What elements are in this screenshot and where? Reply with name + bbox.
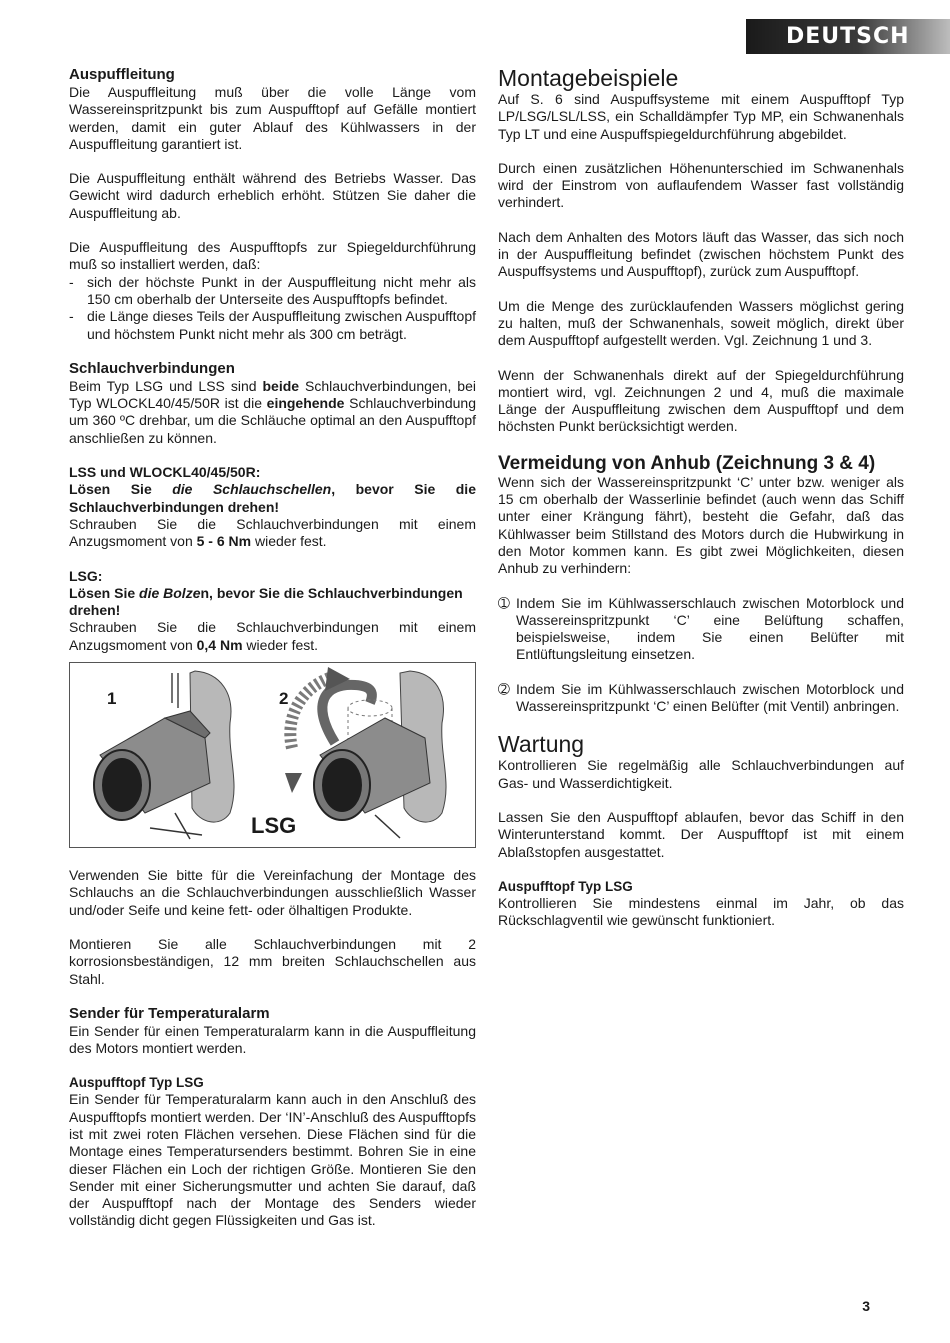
text-run: Schrauben Sie die Schlauchverbindungen mit einem Anzugsmoment von [69,515,476,550]
section-title-schlauchverbindungen: Schlauchverbindungen [69,359,235,377]
text-run-bold: beide [262,377,300,394]
text-run-bold: 0,4 Nm [196,636,243,653]
figure-label-lsg: LSG [251,813,297,839]
paragraph: Kontrollieren Sie regelmäßig alle Schlauchverbindungen auf Gas- und Wasserdichtigkeit. [498,757,904,791]
figure-number-2: 2 [279,689,289,709]
option-list [498,595,904,716]
text-run: , bevor Sie die Schlauchverbindungen drehen! [69,481,476,515]
lsg-rotation-figure [69,662,476,848]
subheading-auspufftopf-lsg: Auspufftopf Typ LSG [69,1075,204,1091]
left-column [69,66,476,1247]
text-run: Lösen Sie [69,481,173,498]
text-run: wieder fest. [242,636,319,653]
text-run-italic: die Bolze [139,584,201,601]
text-run: Beim Typ LSG und LSS sind [69,377,263,394]
paragraph: Wenn sich der Wassereinspritzpunkt ‘C’ unter bzw. weniger als 15 cm oberhalb der Wasserlinie befindet (auch wenn das Schiff unter einer Krängung fährt), besteht die Gefahr, daß das Kühlwasser beim Stillstand des Motors durch die Hubwirkung in den Motor kommen kann. Es gibt zwei Möglichkeiten, diesen Anhub zu verhindern: [498,473,904,577]
list-number: ➁ [498,680,510,697]
paragraph: Die Auspuffleitung enthält während des Betriebs Wasser. Das Gewicht wird dadurch erheblich erhöht. Stützen Sie daher die Auspuffleitung ab. [69,170,476,221]
warning-lsg [69,585,476,620]
paragraph: Nach dem Anhalten des Motors läuft das Wasser, das sich noch in der Auspuffleitung befindet (zwischen höchstem Punkt des Auspuffsystems und Auspufftopf), zurück zum Auspufftopf. [498,228,904,280]
paragraph: Verwenden Sie bitte für die Vereinfachung der Montage des Schlauchs an die Schlauchverbindungen ausschließlich Wasser und/oder Seife und keine fett- oder ölhaltigen Produkte. [69,867,476,918]
subheading-auspufftopf-lsg: Auspufftopf Typ LSG [498,878,633,894]
paragraph: Ein Sender für Temperaturalarm kann auch in den Anschluß des Auspufftopfs montiert werden. Der ‘IN’-Anschluß des Auspufftopfs ist mit zwei roten Flächen versehen. Diese Flächen sind für die Montage eines Temperatursenders bestimmt. Bohren Sie in eine dieser Flächen ein Loch der richtigen Größe. Montieren Sie den Sender mit einer Sicherungsmutter und achten Sie darauf, daß der Auspufftopf nach der Montage des Senders wieder vollständig dicht gegen Flüssigkeiten und Gas ist. [69,1091,476,1229]
paragraph [69,619,476,654]
list-number: ➀ [498,594,510,611]
text-run-bold: eingehende [266,395,345,412]
paragraph: Lassen Sie den Auspufftopf ablaufen, bevor das Schiff in den Winterunterstand kommt. Der Auspufftopf ist mit einem Ablaßstopfen ausgestattet. [498,808,904,860]
paragraph: Die Auspuffleitung des Auspufftopfs zur Spiegeldurchführung muß so installiert werden, daß: [69,239,476,273]
section-title-montagebeispiele: Montagebeispiele [498,65,679,91]
text-run: Schrauben Sie die Schlauchverbindungen mit einem Anzugsmoment von [69,619,476,653]
language-tab: DEUTSCH [746,19,950,54]
warning-lss [69,481,476,516]
text-run-bold: 5 - 6 Nm [196,533,252,550]
section-title-auspuffleitung: Auspuffleitung [69,66,175,83]
list-item [498,595,904,664]
text-run: Schlauchverbindungen, bei Typ WLOCKL40/45/50R ist die [69,377,476,412]
paragraph: Montieren Sie alle Schlauchverbindungen mit 2 korrosionsbeständigen, 12 mm breiten Schlauchschellen aus Stahl. [69,935,476,987]
section-title-sender: Sender für Temperaturalarm [69,1004,270,1022]
text-run-italic: die Schlauchschellen [172,481,332,498]
right-column [498,66,904,946]
text-run: wieder fest. [251,533,327,550]
paragraph: Ein Sender für einen Temperaturalarm kann in die Auspuffleitung des Motors montiert werden. [69,1022,476,1057]
text-run: Schlauchverbindung um 360 ºC drehbar, um die Schläuche optimal an den Auspufftopf anschließen zu können. [69,395,476,446]
subheading-lss: LSS und WLOCKL40/45/50R: [69,464,261,481]
requirements-list [69,274,476,343]
list-item [498,681,904,716]
paragraph: Auf S. 6 sind Auspuffsysteme mit einem Auspufftopf Typ LP/LSG/LSL/LSS, ein Schalldämpfer Typ MP, ein Schwanenhals Typ LT und eine Auspuffspiegeldurchführung abgebildet. [498,91,904,142]
paragraph [69,378,476,447]
list-item: - sich der höchste Punkt in der Auspuffleitung nicht mehr als 150 cm oberhalb der Unterseite des Auspufftopfs befindet. [69,274,476,309]
list-text: Indem Sie im Kühlwasserschlauch zwischen Motorblock und Wassereinspritzpunkt ‘C’ einen Belüfter (mit Ventil) anbringen. [516,680,904,715]
subheading-lsg: LSG: [69,567,103,584]
paragraph: Die Auspuffleitung muß über die volle Länge vom Wassereinspritzpunkt bis zum Auspufftopf auf Gefälle montiert werden, damit ein guter Ablauf des Kühlwassers in der Auspuffleitung garantiert ist. [69,84,476,152]
figure-number-1: 1 [107,689,117,709]
section-title-wartung: Wartung [498,731,585,758]
paragraph: Wenn der Schwanenhals direkt auf der Spiegeldurchführung montiert wird, vgl. Zeichnungen 2 und 4, muß die maximale Länge der Auspuffleitung zwischen dem Auspufftopf und dem höchsten Punkt berücksichtigt werden. [498,366,904,435]
paragraph [69,516,476,551]
list-text: Indem Sie im Kühlwasserschlauch zwischen Motorblock und Wassereinspritzpunkt ‘C’ eine Belüftung schaffen, beispielsweise, indem Sie einen Belüfter mit Entlüftungsleitung einsetzen. [516,594,904,663]
paragraph: Durch einen zusätzlichen Höhenunterschied im Schwanenhals wird der Einstrom von auflaufendem Wasser fast vollständig verhindert. [498,159,904,211]
text-run: n, bevor Sie die Schlauchverbindungen drehen! [69,584,463,619]
section-title-vermeidung: Vermeidung von Anhub (Zeichnung 3 & 4) [498,452,876,474]
paragraph: Kontrollieren Sie mindestens einmal im Jahr, ob das Rückschlagventil wie gewünscht funktioniert. [498,894,904,929]
page-number: 3 [862,1298,870,1314]
list-item: - die Länge dieses Teils der Auspuffleitung zwischen Auspufftopf und höchstem Punkt nicht mehr als 300 cm beträgt. [69,308,476,343]
text-run: Lösen Sie [69,584,140,601]
paragraph: Um die Menge des zurücklaufenden Wassers möglichst gering zu halten, muß der Schwanenhals, soweit möglich, direkt über dem Auspufftopf aufgestellt werden. Vgl. Zeichnung 1 und 3. [498,297,904,349]
